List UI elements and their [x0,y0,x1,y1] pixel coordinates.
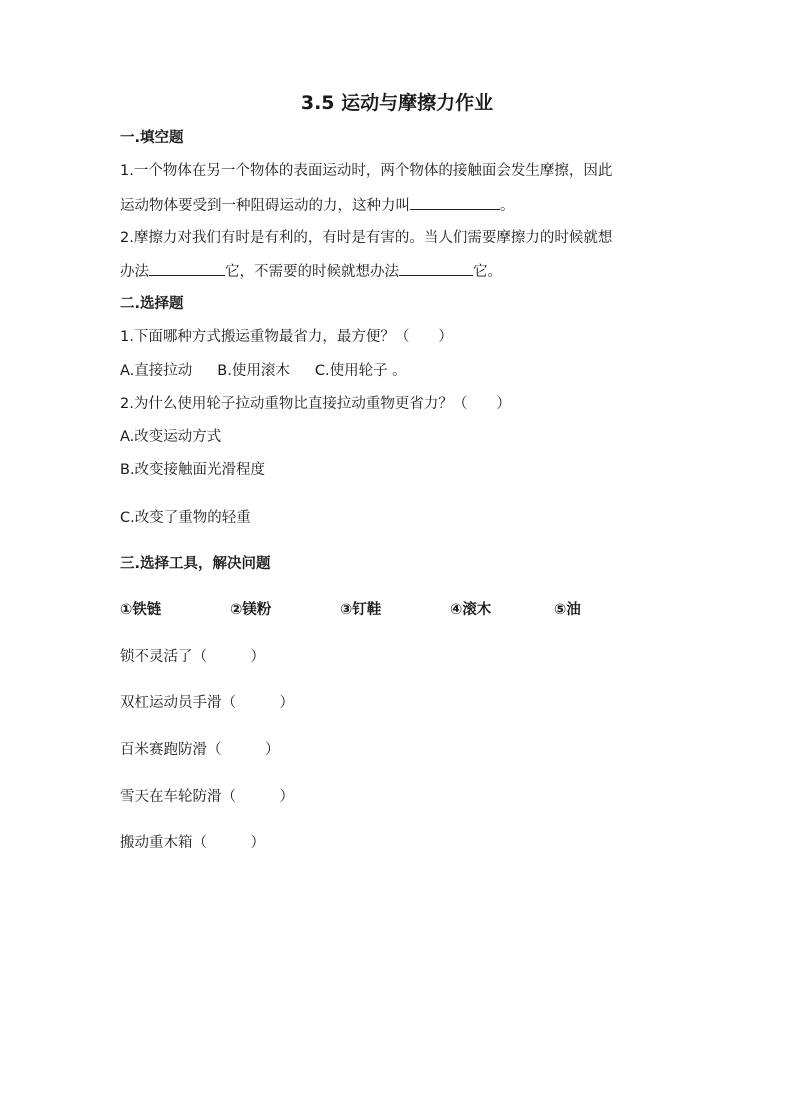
page-title: 3.5 运动与摩擦力作业 [300,92,494,114]
section1-heading: 一.填空题 [120,130,184,146]
fill-q2-text-a: 办法 [120,264,149,280]
fill-q2-blank-1[interactable] [149,261,225,276]
fill-q1-text: 运动物体要受到一种阻碍运动的力，这种力叫 [120,198,410,214]
fill-q2-blank-2[interactable] [399,261,473,276]
fill-q2-text-c: 它。 [473,264,502,280]
fill-q2-line2 [120,261,502,282]
tool-1: ①铁链 [120,602,162,618]
choice-q2-option-c[interactable]: C.改变了重物的轻重 [120,510,251,526]
fill-q1-end: 。 [500,198,515,214]
choice-q2-option-b[interactable]: B.改变接触面光滑程度 [120,462,266,478]
fill-q1-line1: 1.一个物体在另一个物体的表面运动时，两个物体的接触面会发生摩擦，因此 [120,163,613,179]
problem-5: 搬动重木箱（ ） [120,835,265,851]
choice-q1-option-c[interactable]: C.使用轮子 。 [314,363,407,379]
tool-4: ④滚木 [450,602,492,618]
choice-q1-option-b[interactable]: B.使用滚木 [217,363,290,379]
problem-3: 百米赛跑防滑（ ） [120,742,280,758]
tool-2: ②镁粉 [230,602,272,618]
choice-q1: 1.下面哪种方式搬运重物最省力，最方便？（ ） [120,329,453,345]
fill-q2-line1: 2.摩擦力对我们有时是有利的，有时是有害的。当人们需要摩擦力的时候就想 [120,230,613,246]
tool-5: ⑤油 [554,602,581,618]
fill-q2-text-b: 它，不需要的时候就想办法 [225,264,399,280]
problem-2: 双杠运动员手滑（ ） [120,695,294,711]
choice-q2: 2.为什么使用轮子拉动重物比直接拉动重物更省力？（ ） [120,396,511,412]
tool-3: ③钉鞋 [340,602,382,618]
problem-1: 锁不灵活了（ ） [120,649,265,665]
fill-q1-blank[interactable] [410,195,500,210]
choice-q2-option-a[interactable]: A.改变运动方式 [120,429,222,445]
problem-4: 雪天在车轮防滑（ ） [120,789,294,805]
section3-heading: 三.选择工具，解决问题 [120,556,271,572]
fill-q1-line2 [120,195,515,216]
choice-q1-options [120,361,407,381]
section2-heading: 二.选择题 [120,296,184,312]
choice-q1-option-a[interactable]: A.直接拉动 [120,363,193,379]
